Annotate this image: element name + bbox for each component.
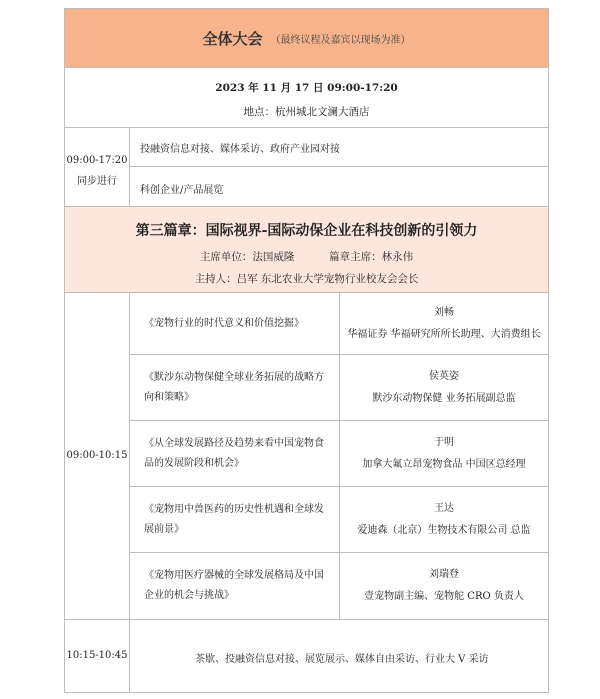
talk-topic: 《宠物行业的时代意义和价值挖掘》 [130,293,340,355]
talk-topic: 《从全球发展路径及趋势来看中国宠物食品的发展阶段和机会》 [130,421,340,487]
time-note: 同步进行 [77,176,117,187]
moderator-line: 主持人：吕军 东北农业大学宠物行业校友会会长 [194,273,419,285]
talks-time: 09:00-10:15 [65,293,130,619]
parallel-session-time [65,128,130,206]
session-item: 科创企业/产品展览 [140,185,224,196]
session-item-row [130,128,548,167]
talk-speaker-cell [340,293,548,355]
speaker-title: 爱迪森（北京）生物技术有限公司 总监 [357,524,531,536]
chapter-title: 第三篇章：国际视界-国际动保企业在科技创新的引领力 [135,223,478,239]
venue-line: 地点：杭州城北文澜大酒店 [243,106,370,118]
date-venue-block [65,68,548,128]
chapter-chairs [65,249,548,264]
talk-speaker-cell [340,553,548,619]
session-item: 投融资信息对接、媒体采访、政府产业园对接 [140,144,340,155]
speaker-name: 王达 [434,502,454,514]
speaker-title: 加拿大氟立昂宠物食品 中国区总经理 [362,458,526,470]
talk-speaker-cell [340,421,548,487]
break-text: 茶歇、投融资信息对接、展览展示、媒体自由采访、行业大 V 采访 [195,654,489,665]
speaker-title: 壹宠物副主编、宠物舵 CRO 负责人 [364,591,524,602]
date-line: 2023 年 11 月 17 日 09:00-17:20 [215,82,398,94]
parallel-session [65,128,548,207]
speaker-name: 刘瑞登 [429,569,459,580]
plenary-title: 全体大会 [202,29,263,48]
talk-topic: 《默沙东动物保健全球业务拓展的战略方向和策略》 [130,355,340,421]
speaker-name: 刘畅 [434,306,454,318]
talks-block [65,293,548,620]
time-range: 09:00-17:20 [66,155,128,166]
speaker-name: 侯英姿 [429,370,459,382]
plenary-header [65,9,548,68]
chapter-section [65,207,548,293]
talk-speaker-cell [340,487,548,553]
talk-speaker-cell [340,355,548,421]
speaker-title: 华福证券 华福研究所所长助理、大消费组长 [347,328,541,340]
speaker-title: 默沙东动物保健 业务拓展副总监 [372,392,516,404]
talk-topic: 《宠物用医疗器械的全球发展格局及中国企业的机会与挑战》 [130,553,340,619]
chapter-chair: 篇章主席：林永伟 [329,251,414,263]
plenary-note: （最终议程及嘉宾以现场为准） [270,34,411,46]
break-row [65,620,548,692]
session-item-row [130,167,548,206]
speaker-name: 于明 [434,436,454,448]
host-unit: 主席单位：法国威隆 [199,251,295,263]
agenda-table [64,8,549,693]
talk-topic: 《宠物用中兽医药的历史性机遇和全球发展前景》 [130,487,340,553]
break-time: 10:15-10:45 [65,620,130,692]
